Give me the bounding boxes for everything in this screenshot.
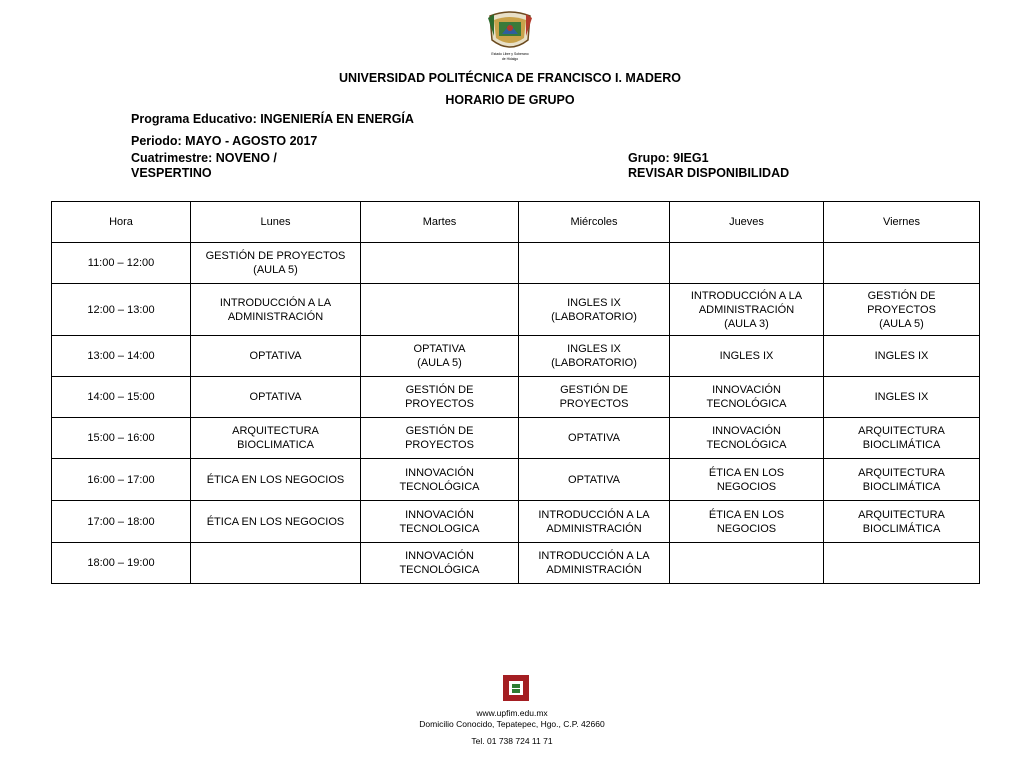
table-row [52, 543, 980, 584]
class-cell: INTRODUCCIÓN A LA ADMINISTRACIÓN [519, 543, 670, 584]
time-slot-cell: 15:00 – 16:00 [52, 418, 191, 459]
table-row [52, 243, 980, 284]
class-cell [191, 543, 361, 584]
availability-note: REVISAR DISPONIBILIDAD [628, 166, 790, 180]
table-row [52, 284, 980, 336]
term-label: Cuatrimestre: NOVENO / [131, 151, 277, 165]
class-cell: OPTATIVA (AULA 5) [361, 336, 519, 377]
class-cell: ARQUITECTURA BIOCLIMÁTICA [824, 459, 980, 501]
column-header: Viernes [824, 202, 980, 243]
class-cell: OPTATIVA [191, 377, 361, 418]
svg-text:de Hidalgo: de Hidalgo [501, 57, 519, 61]
class-cell: INGLES IX (LABORATORIO) [519, 336, 670, 377]
class-cell: INNOVACIÓN TECNOLÓGICA [361, 459, 519, 501]
class-cell: INNOVACIÓN TECNOLÓGICA [670, 418, 824, 459]
class-cell [361, 284, 519, 336]
class-cell: INNOVACIÓN TECNOLOGICA [361, 501, 519, 543]
class-cell: INGLES IX [824, 377, 980, 418]
hidalgo-seal-logo [482, 6, 538, 62]
column-header: Hora [52, 202, 191, 243]
class-cell [519, 243, 670, 284]
class-cell [824, 543, 980, 584]
class-cell: INNOVACIÓN TECNOLÓGICA [670, 377, 824, 418]
time-slot-cell: 16:00 – 17:00 [52, 459, 191, 501]
university-name: UNIVERSIDAD POLITÉCNICA DE FRANCISCO I. MADERO [339, 71, 681, 85]
class-cell: INGLES IX [670, 336, 824, 377]
class-cell: INNOVACIÓN TECNOLÓGICA [361, 543, 519, 584]
class-cell: INTRODUCCIÓN A LA ADMINISTRACIÓN [191, 284, 361, 336]
class-cell [824, 243, 980, 284]
class-cell: ARQUITECTURA BIOCLIMÁTICA [824, 418, 980, 459]
schedule-table [51, 201, 980, 584]
document-title: HORARIO DE GRUPO [445, 93, 575, 107]
column-header: Lunes [191, 202, 361, 243]
class-cell: GESTIÓN DE PROYECTOS (AULA 5) [824, 284, 980, 336]
class-cell: INTRODUCCIÓN A LA ADMINISTRACIÓN (AULA 3) [670, 284, 824, 336]
class-cell: ÉTICA EN LOS NEGOCIOS [670, 501, 824, 543]
svg-text:Estado Libre y Soberano: Estado Libre y Soberano [491, 52, 529, 56]
class-cell: INGLES IX (LABORATORIO) [519, 284, 670, 336]
class-cell: OPTATIVA [519, 418, 670, 459]
class-cell: ÉTICA EN LOS NEGOCIOS [191, 459, 361, 501]
footer-website: www.upfim.edu.mx [476, 708, 548, 718]
column-header: Miércoles [519, 202, 670, 243]
class-cell [361, 243, 519, 284]
class-cell: ÉTICA EN LOS NEGOCIOS [191, 501, 361, 543]
time-slot-cell: 18:00 – 19:00 [52, 543, 191, 584]
class-cell: OPTATIVA [519, 459, 670, 501]
column-header: Jueves [670, 202, 824, 243]
schedule-body [52, 202, 980, 584]
table-row [52, 459, 980, 501]
time-slot-cell: 14:00 – 15:00 [52, 377, 191, 418]
time-slot-cell: 12:00 – 13:00 [52, 284, 191, 336]
period-label: Periodo: MAYO - AGOSTO 2017 [131, 134, 318, 148]
time-slot-cell: 13:00 – 14:00 [52, 336, 191, 377]
class-cell: GESTIÓN DE PROYECTOS [361, 418, 519, 459]
class-cell: GESTIÓN DE PROYECTOS (AULA 5) [191, 243, 361, 284]
program-label: Programa Educativo: INGENIERÍA EN ENERGÍA [131, 112, 414, 126]
class-cell: GESTIÓN DE PROYECTOS [361, 377, 519, 418]
class-cell: GESTIÓN DE PROYECTOS [519, 377, 670, 418]
class-cell: INGLES IX [824, 336, 980, 377]
class-cell: OPTATIVA [191, 336, 361, 377]
upfim-logo [500, 672, 532, 704]
class-cell: ÉTICA EN LOS NEGOCIOS [670, 459, 824, 501]
footer-phone: Tel. 01 738 724 11 71 [471, 736, 553, 746]
footer-address: Domicilio Conocido, Tepatepec, Hgo., C.P. 42660 [419, 719, 605, 729]
class-cell: INTRODUCCIÓN A LA ADMINISTRACIÓN [519, 501, 670, 543]
class-cell [670, 243, 824, 284]
table-row [52, 501, 980, 543]
shift-label: VESPERTINO [131, 166, 212, 180]
table-row [52, 336, 980, 377]
table-row [52, 418, 980, 459]
time-slot-cell: 17:00 – 18:00 [52, 501, 191, 543]
class-cell: ARQUITECTURA BIOCLIMÁTICA [824, 501, 980, 543]
class-cell [670, 543, 824, 584]
table-row [52, 377, 980, 418]
column-header: Martes [361, 202, 519, 243]
time-slot-cell: 11:00 – 12:00 [52, 243, 191, 284]
table-header-row [52, 202, 980, 243]
group-label: Grupo: 9IEG1 [628, 151, 709, 165]
class-cell: ARQUITECTURA BIOCLIMATICA [191, 418, 361, 459]
